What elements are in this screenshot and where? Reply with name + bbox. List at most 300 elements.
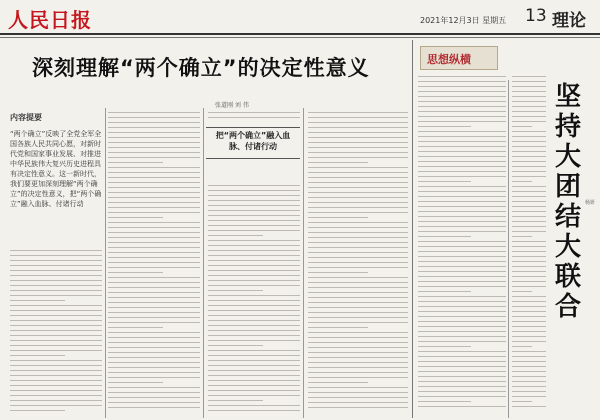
text-line xyxy=(512,331,546,332)
text-line xyxy=(512,76,546,77)
text-line xyxy=(308,207,408,208)
text-line xyxy=(418,266,506,267)
text-line xyxy=(512,356,546,357)
text-line xyxy=(308,222,408,223)
text-line xyxy=(308,247,408,248)
text-line xyxy=(308,392,408,393)
text-line xyxy=(208,365,300,366)
text-line xyxy=(512,221,546,222)
text-line xyxy=(208,280,300,281)
text-line xyxy=(512,361,546,362)
text-line xyxy=(418,251,506,252)
text-line xyxy=(418,406,506,407)
text-line xyxy=(308,112,408,113)
text-line xyxy=(308,387,408,388)
text-line xyxy=(108,262,200,263)
text-line xyxy=(418,281,506,282)
text-line xyxy=(418,136,506,137)
text-line xyxy=(10,325,102,326)
column-author: 杨妍 xyxy=(585,200,596,206)
text-line xyxy=(208,340,300,341)
text-line xyxy=(512,326,546,327)
text-line xyxy=(512,216,546,217)
text-line xyxy=(208,380,300,381)
text-line xyxy=(418,396,506,397)
text-line xyxy=(418,371,506,372)
text-line xyxy=(10,385,102,386)
text-line xyxy=(512,201,546,202)
article-column-3a xyxy=(208,112,300,126)
text-line xyxy=(108,257,200,258)
text-line xyxy=(108,342,200,343)
text-line xyxy=(512,171,546,172)
text-line xyxy=(308,407,408,408)
text-line xyxy=(108,402,200,403)
article-column-4 xyxy=(308,112,408,415)
text-line xyxy=(308,297,408,298)
text-line xyxy=(10,365,102,366)
text-line xyxy=(308,117,408,118)
text-line xyxy=(512,136,546,137)
text-line xyxy=(308,322,408,323)
text-line xyxy=(108,187,200,188)
text-line xyxy=(10,355,65,356)
text-line xyxy=(512,316,546,317)
text-line xyxy=(208,395,300,396)
issue-date: 2021年12月3日 星期五 xyxy=(420,16,507,25)
text-line xyxy=(208,112,300,113)
text-line xyxy=(308,212,408,213)
text-line xyxy=(108,122,200,123)
text-line xyxy=(208,215,300,216)
column-banner-label: 思想纵横 xyxy=(427,53,471,66)
text-line xyxy=(512,376,546,377)
text-line xyxy=(108,167,200,168)
column-article-text-2 xyxy=(512,76,546,415)
text-line xyxy=(418,146,506,147)
column-title: 坚持大团结大联合 xyxy=(554,82,581,322)
text-line xyxy=(208,335,300,336)
text-line xyxy=(418,366,506,367)
text-line xyxy=(418,241,506,242)
column-divider xyxy=(508,80,509,418)
text-line xyxy=(108,237,200,238)
text-line xyxy=(208,300,300,301)
text-line xyxy=(308,227,408,228)
text-line xyxy=(308,142,408,143)
text-line xyxy=(208,315,300,316)
text-line xyxy=(108,232,200,233)
text-line xyxy=(418,326,506,327)
text-line xyxy=(418,341,506,342)
text-line xyxy=(512,101,546,102)
text-line xyxy=(10,370,102,371)
text-line xyxy=(10,280,102,281)
text-line xyxy=(308,177,408,178)
text-line xyxy=(418,351,506,352)
text-line xyxy=(418,291,471,292)
text-line xyxy=(108,137,200,138)
text-line xyxy=(418,271,506,272)
text-line xyxy=(10,285,102,286)
summary-text: “两个确立”反映了全党全军全国各族人民共同心愿，对新时代党和国家事业发展、对推进中华民族伟大复兴历史进程具有决定性意义。这一新时代，我们要更加深刻理解“两个确立”的决定性意义，把“两个确立”融入血脉、付诸行动 xyxy=(10,130,102,208)
text-line xyxy=(308,232,408,233)
column-divider xyxy=(303,108,304,418)
text-line xyxy=(108,177,200,178)
text-line xyxy=(208,275,300,276)
column-article-text-1 xyxy=(418,76,506,415)
text-line xyxy=(418,106,506,107)
text-line xyxy=(418,216,506,217)
text-line xyxy=(418,121,506,122)
text-line xyxy=(208,255,300,256)
text-line xyxy=(10,395,102,396)
text-line xyxy=(10,250,102,251)
text-line xyxy=(10,260,102,261)
text-line xyxy=(512,256,546,257)
text-line xyxy=(108,127,200,128)
text-line xyxy=(512,406,546,407)
text-line xyxy=(308,157,408,158)
text-line xyxy=(418,306,506,307)
text-line xyxy=(512,226,546,227)
text-line xyxy=(512,81,546,82)
text-line xyxy=(512,346,532,347)
text-line xyxy=(512,121,546,122)
text-line xyxy=(512,106,546,107)
text-line xyxy=(10,305,102,306)
text-line xyxy=(108,287,200,288)
text-line xyxy=(418,191,506,192)
text-line xyxy=(208,117,300,118)
text-line xyxy=(512,266,546,267)
text-line xyxy=(108,277,200,278)
text-line xyxy=(418,211,506,212)
text-line xyxy=(418,196,506,197)
text-line xyxy=(308,337,408,338)
text-line xyxy=(208,220,300,221)
text-line xyxy=(512,161,546,162)
text-line xyxy=(308,357,408,358)
text-line xyxy=(512,181,532,182)
text-line xyxy=(308,402,408,403)
text-line xyxy=(512,141,546,142)
text-line xyxy=(208,195,300,196)
text-line xyxy=(512,271,546,272)
text-line xyxy=(208,230,300,231)
text-line xyxy=(512,246,546,247)
text-line xyxy=(418,386,506,387)
text-line xyxy=(10,350,102,351)
text-line xyxy=(512,286,546,287)
text-line xyxy=(10,300,65,301)
text-line xyxy=(308,307,408,308)
text-line xyxy=(512,196,546,197)
text-line xyxy=(308,137,408,138)
text-line xyxy=(512,291,532,292)
text-line xyxy=(308,347,408,348)
text-line xyxy=(108,272,163,273)
text-line xyxy=(208,250,300,251)
text-line xyxy=(418,336,506,337)
text-line xyxy=(512,166,546,167)
text-line xyxy=(418,176,506,177)
text-line xyxy=(208,325,300,326)
text-line xyxy=(418,256,506,257)
text-line xyxy=(308,332,408,333)
text-line xyxy=(308,242,408,243)
text-line xyxy=(512,251,546,252)
text-line xyxy=(208,270,300,271)
text-line xyxy=(418,296,506,297)
text-line xyxy=(512,306,546,307)
text-line xyxy=(512,131,546,132)
text-line xyxy=(512,111,546,112)
section-name: 理论 xyxy=(552,11,586,31)
text-line xyxy=(418,246,506,247)
text-line xyxy=(308,262,408,263)
text-line xyxy=(308,377,408,378)
text-line xyxy=(108,292,200,293)
text-line xyxy=(108,312,200,313)
text-line xyxy=(418,86,506,87)
text-line xyxy=(208,210,300,211)
text-line xyxy=(512,206,546,207)
text-line xyxy=(108,382,163,383)
text-line xyxy=(512,386,546,387)
text-line xyxy=(418,91,506,92)
text-line xyxy=(418,231,506,232)
text-line xyxy=(108,202,200,203)
text-line xyxy=(108,282,200,283)
text-line xyxy=(418,101,506,102)
text-line xyxy=(512,151,546,152)
text-line xyxy=(208,355,300,356)
newspaper-logo: 人民日报 xyxy=(8,8,92,32)
text-line xyxy=(308,312,408,313)
text-line xyxy=(108,372,200,373)
text-line xyxy=(308,202,408,203)
summary-box xyxy=(10,112,102,232)
text-line xyxy=(10,390,102,391)
text-line xyxy=(418,401,471,402)
text-line xyxy=(512,261,546,262)
article-column-1 xyxy=(10,250,102,415)
text-line xyxy=(308,292,408,293)
text-line xyxy=(308,127,408,128)
text-line xyxy=(512,336,546,337)
text-line xyxy=(108,332,200,333)
text-line xyxy=(512,211,546,212)
text-line xyxy=(208,240,300,241)
text-line xyxy=(108,157,200,158)
text-line xyxy=(10,375,102,376)
text-line xyxy=(512,116,546,117)
text-line xyxy=(418,301,506,302)
text-line xyxy=(308,372,408,373)
text-line xyxy=(108,227,200,228)
page-number: 13 xyxy=(525,6,547,26)
text-line xyxy=(418,76,506,77)
text-line xyxy=(108,357,200,358)
text-line xyxy=(208,350,300,351)
text-line xyxy=(208,200,300,201)
text-line xyxy=(512,301,546,302)
text-line xyxy=(208,320,300,321)
text-line xyxy=(512,351,546,352)
text-line xyxy=(418,391,506,392)
text-line xyxy=(108,322,200,323)
text-line xyxy=(512,231,546,232)
text-line xyxy=(108,147,200,148)
text-line xyxy=(108,152,200,153)
text-line xyxy=(418,156,506,157)
text-line xyxy=(512,381,546,382)
text-line xyxy=(308,397,408,398)
text-line xyxy=(308,342,408,343)
text-line xyxy=(108,327,163,328)
text-line xyxy=(10,335,102,336)
text-line xyxy=(308,352,408,353)
text-line xyxy=(512,296,546,297)
text-line xyxy=(512,321,546,322)
text-line xyxy=(512,91,546,92)
text-line xyxy=(10,275,102,276)
text-line xyxy=(418,221,506,222)
text-line xyxy=(418,206,506,207)
text-line xyxy=(308,327,368,328)
text-line xyxy=(512,191,546,192)
text-line xyxy=(208,235,263,236)
text-line xyxy=(418,261,506,262)
text-line xyxy=(10,345,102,346)
text-line xyxy=(418,356,506,357)
text-line xyxy=(308,167,408,168)
text-line xyxy=(108,352,200,353)
text-line xyxy=(512,366,546,367)
text-line xyxy=(108,142,200,143)
text-line xyxy=(418,331,506,332)
text-line xyxy=(10,410,65,411)
section-divider xyxy=(412,40,413,418)
text-line xyxy=(418,186,506,187)
text-line xyxy=(108,317,200,318)
article-column-2 xyxy=(108,112,200,415)
text-line xyxy=(308,152,408,153)
text-line xyxy=(208,295,300,296)
text-line xyxy=(418,201,506,202)
text-line xyxy=(418,346,471,347)
text-line xyxy=(10,270,102,271)
text-line xyxy=(308,187,408,188)
text-line xyxy=(108,192,200,193)
masthead xyxy=(0,0,600,34)
text-line xyxy=(308,257,408,258)
text-line xyxy=(208,285,300,286)
text-line xyxy=(512,276,546,277)
text-line xyxy=(308,367,408,368)
text-line xyxy=(108,307,200,308)
text-line xyxy=(512,156,546,157)
text-line xyxy=(208,190,300,191)
text-line xyxy=(108,252,200,253)
text-line xyxy=(418,111,506,112)
text-line xyxy=(308,132,408,133)
subhead-rule-top xyxy=(206,127,300,128)
text-line xyxy=(512,236,532,237)
text-line xyxy=(308,287,408,288)
text-line xyxy=(308,217,368,218)
text-line xyxy=(418,311,506,312)
text-line xyxy=(108,212,200,213)
text-line xyxy=(418,286,506,287)
text-line xyxy=(108,247,200,248)
text-line xyxy=(108,222,200,223)
text-line xyxy=(418,141,506,142)
text-line xyxy=(10,400,102,401)
text-line xyxy=(10,310,102,311)
text-line xyxy=(208,185,300,186)
text-line xyxy=(10,295,102,296)
text-line xyxy=(308,277,408,278)
text-line xyxy=(208,385,300,386)
text-line xyxy=(208,405,300,406)
article-byline: 张道刚 刘 伟 xyxy=(215,102,249,109)
text-line xyxy=(308,237,408,238)
text-line xyxy=(308,272,368,273)
text-line xyxy=(10,380,102,381)
text-line xyxy=(418,236,471,237)
text-line xyxy=(308,267,408,268)
column-banner xyxy=(420,46,498,70)
masthead-rule-thin xyxy=(0,37,600,38)
text-line xyxy=(108,172,200,173)
text-line xyxy=(418,166,506,167)
text-line xyxy=(208,310,300,311)
text-line xyxy=(512,396,546,397)
text-line xyxy=(10,340,102,341)
column-divider xyxy=(105,108,106,418)
text-line xyxy=(108,347,200,348)
text-line xyxy=(512,176,546,177)
text-line xyxy=(308,252,408,253)
text-line xyxy=(308,162,368,163)
text-line xyxy=(512,96,546,97)
text-line xyxy=(418,381,506,382)
text-line xyxy=(512,311,546,312)
text-line xyxy=(10,255,102,256)
text-line xyxy=(108,197,200,198)
text-line xyxy=(208,225,300,226)
text-line xyxy=(208,370,300,371)
text-line xyxy=(512,186,546,187)
text-line xyxy=(512,341,546,342)
text-line xyxy=(108,207,200,208)
text-line xyxy=(208,360,300,361)
text-line xyxy=(108,267,200,268)
article-subhead: 把“两个确立”融入血脉、付诸行动 xyxy=(215,131,291,151)
text-line xyxy=(108,397,200,398)
article-column-3b xyxy=(208,185,300,415)
text-line xyxy=(512,391,546,392)
text-line xyxy=(108,302,200,303)
text-line xyxy=(208,205,300,206)
text-line xyxy=(108,362,200,363)
text-line xyxy=(10,405,102,406)
text-line xyxy=(418,316,506,317)
summary-title: 内容提要 xyxy=(10,113,42,122)
text-line xyxy=(10,315,102,316)
